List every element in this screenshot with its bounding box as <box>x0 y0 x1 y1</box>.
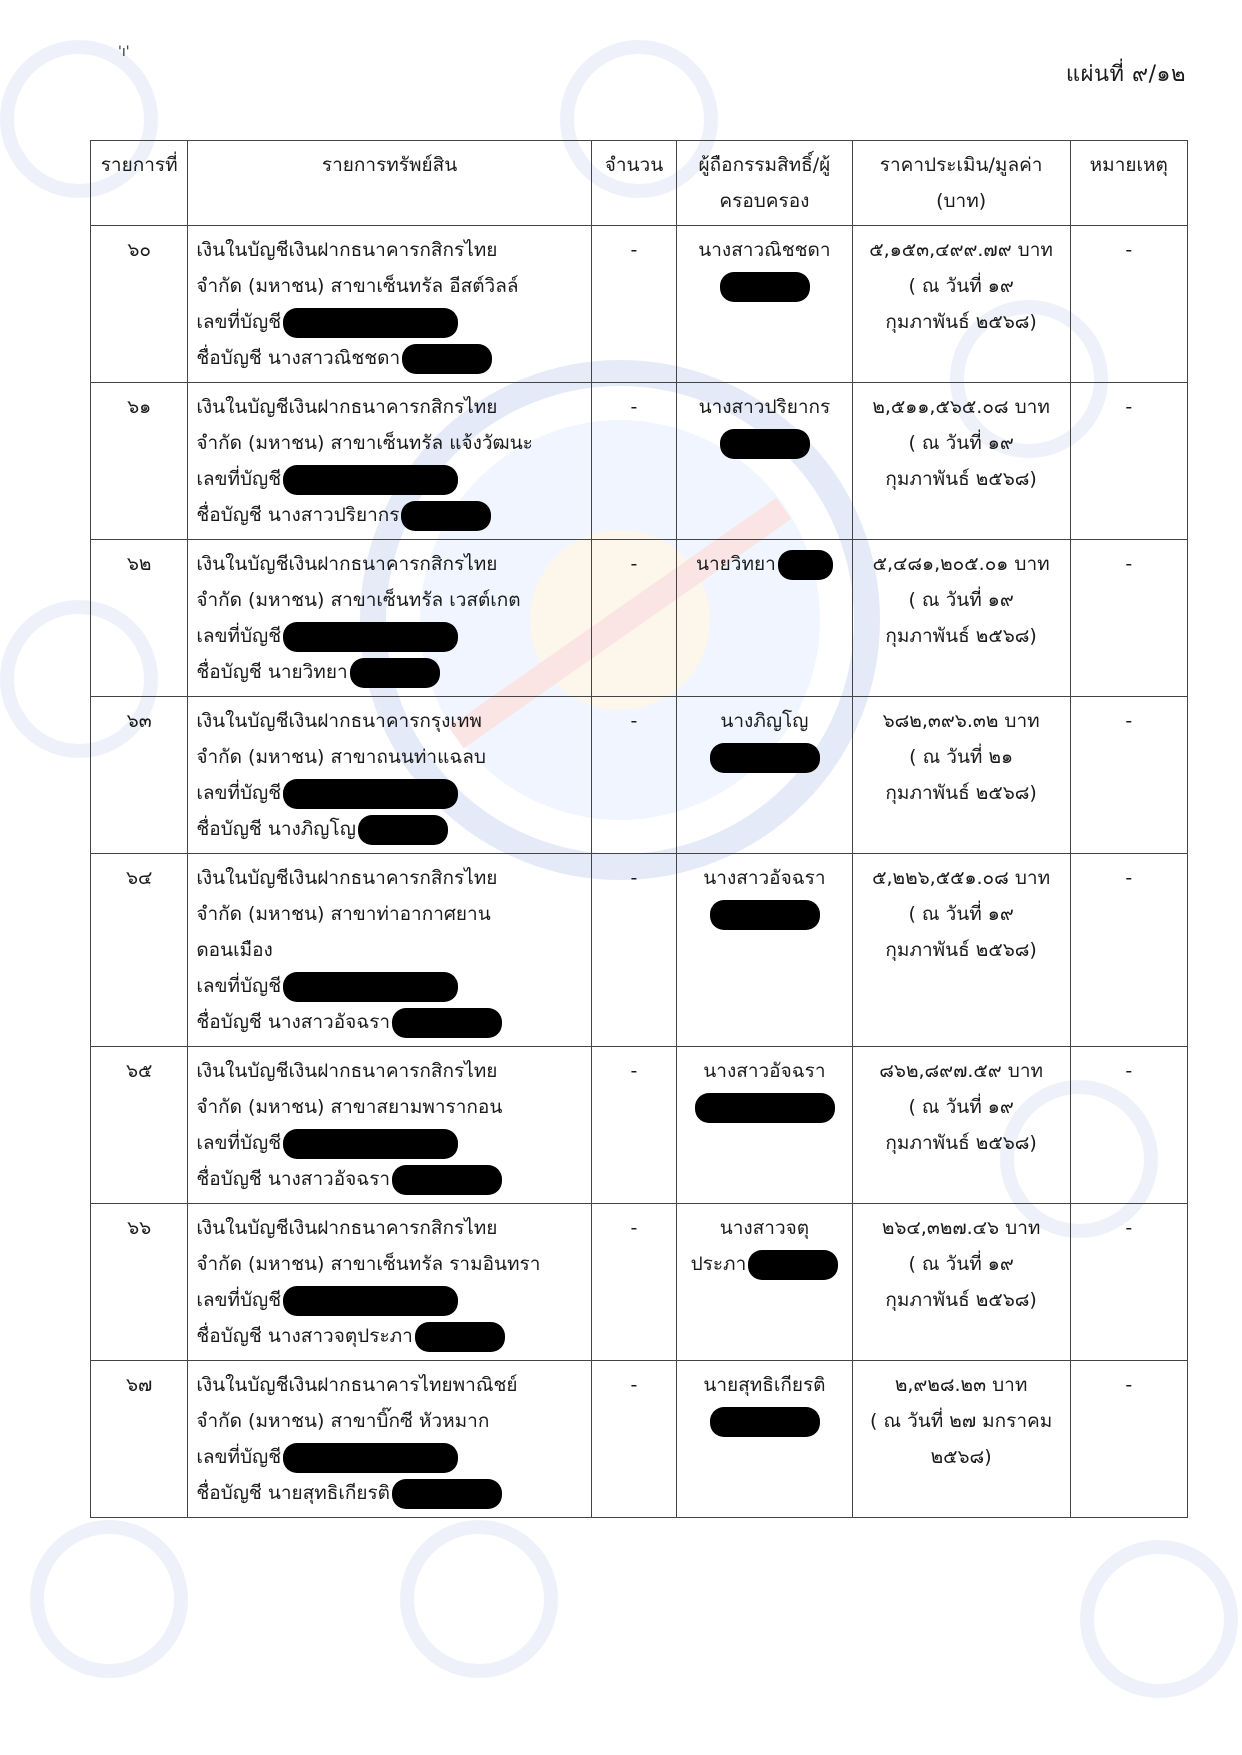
owner <box>677 540 853 697</box>
value-date: กุมภาพันธ์ ๒๕๖๘) <box>885 1132 1037 1154</box>
remark: - <box>1070 1047 1187 1204</box>
redaction-bar <box>283 1286 458 1316</box>
watermark-seal-small <box>1080 1540 1238 1698</box>
account-number-label: เลขที่บัญชี <box>196 1289 282 1311</box>
redaction-bar <box>392 1008 502 1038</box>
quantity: - <box>591 697 676 854</box>
asset-description <box>188 226 591 383</box>
owner <box>677 1204 853 1361</box>
desc-line: เงินในบัญชีเงินฝากธนาคารไทยพาณิชย์ <box>196 1374 518 1396</box>
account-number-label: เลขที่บัญชี <box>196 1132 282 1154</box>
account-number-label: เลขที่บัญชี <box>196 625 282 647</box>
account-name-label: ชื่อบัญชี นางสาวปริยากร <box>196 504 400 526</box>
item-no: ๖๖ <box>91 1204 188 1361</box>
redaction-bar <box>710 1407 820 1437</box>
item-no: ๖๕ <box>91 1047 188 1204</box>
desc-line: เงินในบัญชีเงินฝากธนาคารกสิกรไทย <box>196 1217 498 1239</box>
redaction-bar <box>283 779 458 809</box>
item-no: ๖๑ <box>91 383 188 540</box>
header-asset-list: รายการทรัพย์สิน <box>188 141 591 226</box>
quantity: - <box>591 226 676 383</box>
redaction-bar <box>392 1479 502 1509</box>
appraised-value <box>852 1047 1070 1204</box>
desc-line: เงินในบัญชีเงินฝากธนาคารกสิกรไทย <box>196 1060 498 1082</box>
asset-description <box>188 540 591 697</box>
desc-line: เงินในบัญชีเงินฝากธนาคารกสิกรไทย <box>196 239 498 261</box>
value-date: ( ณ วันที่ ๑๙ <box>908 589 1014 611</box>
redaction-bar <box>778 550 833 580</box>
corner-mark: 'ı' <box>118 44 130 60</box>
desc-line: ดอนเมือง <box>196 939 273 961</box>
account-name-label: ชื่อบัญชี นางสาวจตุประภา <box>196 1325 413 1347</box>
desc-line: จำกัด (มหาชน) สาขาเซ็นทรัล แจ้งวัฒนะ <box>196 432 533 454</box>
redaction-bar <box>402 344 492 374</box>
value-date: ( ณ วันที่ ๑๙ <box>908 1253 1014 1275</box>
table-row <box>91 540 1188 697</box>
value-date: ( ณ วันที่ ๒๗ มกราคม <box>869 1410 1053 1432</box>
item-no: ๖๓ <box>91 697 188 854</box>
account-number-label: เลขที่บัญชี <box>196 1446 282 1468</box>
sheet-number: แผ่นที่ ๙/๑๒ <box>1065 62 1186 87</box>
quantity: - <box>591 1047 676 1204</box>
appraised-value <box>852 697 1070 854</box>
value-date: ( ณ วันที่ ๑๙ <box>908 1096 1014 1118</box>
redaction-bar <box>710 900 820 930</box>
watermark-seal-small <box>400 1520 558 1678</box>
value-amount: ๕,๔๘๑,๒๐๕.๐๑ บาท <box>872 553 1050 575</box>
value-date: ( ณ วันที่ ๑๙ <box>908 275 1014 297</box>
value-amount: ๕,๑๕๓,๔๙๙.๗๙ บาท <box>869 239 1053 261</box>
table-row <box>91 1204 1188 1361</box>
table-row <box>91 854 1188 1047</box>
owner-name-cont: ประภา <box>690 1253 747 1275</box>
remark: - <box>1070 1204 1187 1361</box>
value-amount: ๒,๙๒๘.๒๓ บาท <box>894 1374 1028 1396</box>
value-date: ( ณ วันที่ ๒๑ <box>909 746 1014 768</box>
redaction-bar <box>392 1165 502 1195</box>
item-no: ๖๒ <box>91 540 188 697</box>
item-no: ๖๗ <box>91 1361 188 1518</box>
account-number-label: เลขที่บัญชี <box>196 468 282 490</box>
asset-description <box>188 1047 591 1204</box>
desc-line: เงินในบัญชีเงินฝากธนาคารกสิกรไทย <box>196 553 498 575</box>
watermark-seal-small <box>30 1520 188 1678</box>
appraised-value <box>852 1361 1070 1518</box>
appraised-value <box>852 383 1070 540</box>
asset-description <box>188 1361 591 1518</box>
appraised-value <box>852 226 1070 383</box>
item-no: ๖๐ <box>91 226 188 383</box>
quantity: - <box>591 854 676 1047</box>
redaction-bar <box>283 972 458 1002</box>
desc-line: จำกัด (มหาชน) สาขาบิ๊กซี หัวหมาก <box>196 1410 490 1432</box>
table-row <box>91 697 1188 854</box>
asset-description <box>188 854 591 1047</box>
table-row <box>91 383 1188 540</box>
owner <box>677 1047 853 1204</box>
owner <box>677 383 853 540</box>
redaction-bar <box>283 1129 458 1159</box>
desc-line: จำกัด (มหาชน) สาขาท่าอากาศยาน <box>196 903 491 925</box>
redaction-bar <box>401 501 491 531</box>
quantity: - <box>591 540 676 697</box>
header-value: ราคาประเมิน/มูลค่า (บาท) <box>852 141 1070 226</box>
value-amount: ๘๖๒,๘๙๗.๕๙ บาท <box>879 1060 1044 1082</box>
asset-table <box>90 140 1188 1518</box>
value-amount: ๒๖๔,๓๒๗.๔๖ บาท <box>881 1217 1041 1239</box>
remark: - <box>1070 697 1187 854</box>
redaction-bar <box>720 429 810 459</box>
value-date: กุมภาพันธ์ ๒๕๖๘) <box>885 939 1037 961</box>
owner <box>677 1361 853 1518</box>
account-name-label: ชื่อบัญชี นางสาวณิชชดา <box>196 347 401 369</box>
owner-name: นางภิญโญ <box>720 710 809 732</box>
owner <box>677 854 853 1047</box>
account-number-label: เลขที่บัญชี <box>196 782 282 804</box>
remark: - <box>1070 226 1187 383</box>
owner-name: นายสุทธิเกียรติ <box>703 1374 826 1396</box>
redaction-bar <box>415 1322 505 1352</box>
value-amount: ๕,๒๒๖,๕๕๑.๐๘ บาท <box>872 867 1051 889</box>
value-date: กุมภาพันธ์ ๒๕๖๘) <box>885 625 1037 647</box>
account-number-label: เลขที่บัญชี <box>196 975 282 997</box>
account-number-label: เลขที่บัญชี <box>196 311 282 333</box>
appraised-value <box>852 540 1070 697</box>
remark: - <box>1070 854 1187 1047</box>
remark: - <box>1070 383 1187 540</box>
redaction-bar <box>283 622 458 652</box>
desc-line: จำกัด (มหาชน) สาขาสยามพารากอน <box>196 1096 503 1118</box>
appraised-value <box>852 854 1070 1047</box>
asset-description <box>188 697 591 854</box>
owner <box>677 226 853 383</box>
value-date: กุมภาพันธ์ ๒๕๖๘) <box>885 311 1037 333</box>
account-name-label: ชื่อบัญชี นายวิทยา <box>196 661 348 683</box>
remark: - <box>1070 1361 1187 1518</box>
header-quantity: จำนวน <box>591 141 676 226</box>
value-amount: ๖๘๒,๓๙๖.๓๒ บาท <box>882 710 1040 732</box>
owner-name: นางสาวปริยากร <box>698 396 831 418</box>
table-header-row <box>91 141 1188 226</box>
account-name-label: ชื่อบัญชี นางภิญโญ <box>196 818 356 840</box>
desc-line: จำกัด (มหาชน) สาขาเซ็นทรัล อีสต์วิลล์ <box>196 275 519 297</box>
redaction-bar <box>695 1093 835 1123</box>
table-row <box>91 1047 1188 1204</box>
account-name-label: ชื่อบัญชี นายสุทธิเกียรติ <box>196 1482 391 1504</box>
redaction-bar <box>283 465 458 495</box>
item-no: ๖๔ <box>91 854 188 1047</box>
appraised-value <box>852 1204 1070 1361</box>
header-owner: ผู้ถือกรรมสิทธิ์/ผู้ครอบครอง <box>677 141 853 226</box>
redaction-bar <box>350 658 440 688</box>
value-date: ( ณ วันที่ ๑๙ <box>908 903 1014 925</box>
redaction-bar <box>748 1250 838 1280</box>
owner-name: นางสาวอัจฉรา <box>703 1060 826 1082</box>
owner <box>677 697 853 854</box>
desc-line: เงินในบัญชีเงินฝากธนาคารกสิกรไทย <box>196 396 498 418</box>
header-item-no: รายการที่ <box>91 141 188 226</box>
redaction-bar <box>358 815 448 845</box>
desc-line: จำกัด (มหาชน) สาขาเซ็นทรัล เวสต์เกต <box>196 589 521 611</box>
value-date: กุมภาพันธ์ ๒๕๖๘) <box>885 468 1037 490</box>
value-date: กุมภาพันธ์ ๒๕๖๘) <box>885 1289 1037 1311</box>
remark: - <box>1070 540 1187 697</box>
value-date: กุมภาพันธ์ ๒๕๖๘) <box>885 782 1037 804</box>
table-row <box>91 226 1188 383</box>
owner-name: นางสาวจตุ <box>719 1217 810 1239</box>
owner-name: นางสาวณิชชดา <box>698 239 831 261</box>
desc-line: เงินในบัญชีเงินฝากธนาคารกสิกรไทย <box>196 867 498 889</box>
table-row <box>91 1361 1188 1518</box>
value-amount: ๒,๕๑๑,๕๖๕.๐๘ บาท <box>872 396 1050 418</box>
owner-name: นายวิทยา <box>696 553 776 575</box>
desc-line: จำกัด (มหาชน) สาขาเซ็นทรัล รามอินทรา <box>196 1253 541 1275</box>
redaction-bar <box>720 272 810 302</box>
redaction-bar <box>710 743 820 773</box>
quantity: - <box>591 1204 676 1361</box>
header-remark: หมายเหตุ <box>1070 141 1187 226</box>
value-date: ( ณ วันที่ ๑๙ <box>908 432 1014 454</box>
desc-line: จำกัด (มหาชน) สาขาถนนท่าแฉลบ <box>196 746 486 768</box>
redaction-bar <box>283 1443 458 1473</box>
desc-line: เงินในบัญชีเงินฝากธนาคารกรุงเทพ <box>196 710 482 732</box>
quantity: - <box>591 1361 676 1518</box>
quantity: - <box>591 383 676 540</box>
owner-name: นางสาวอัจฉรา <box>703 867 826 889</box>
account-name-label: ชื่อบัญชี นางสาวอัจฉรา <box>196 1011 391 1033</box>
redaction-bar <box>283 308 458 338</box>
asset-description <box>188 383 591 540</box>
asset-description <box>188 1204 591 1361</box>
account-name-label: ชื่อบัญชี นางสาวอัจฉรา <box>196 1168 391 1190</box>
value-date: ๒๕๖๘) <box>930 1446 992 1468</box>
